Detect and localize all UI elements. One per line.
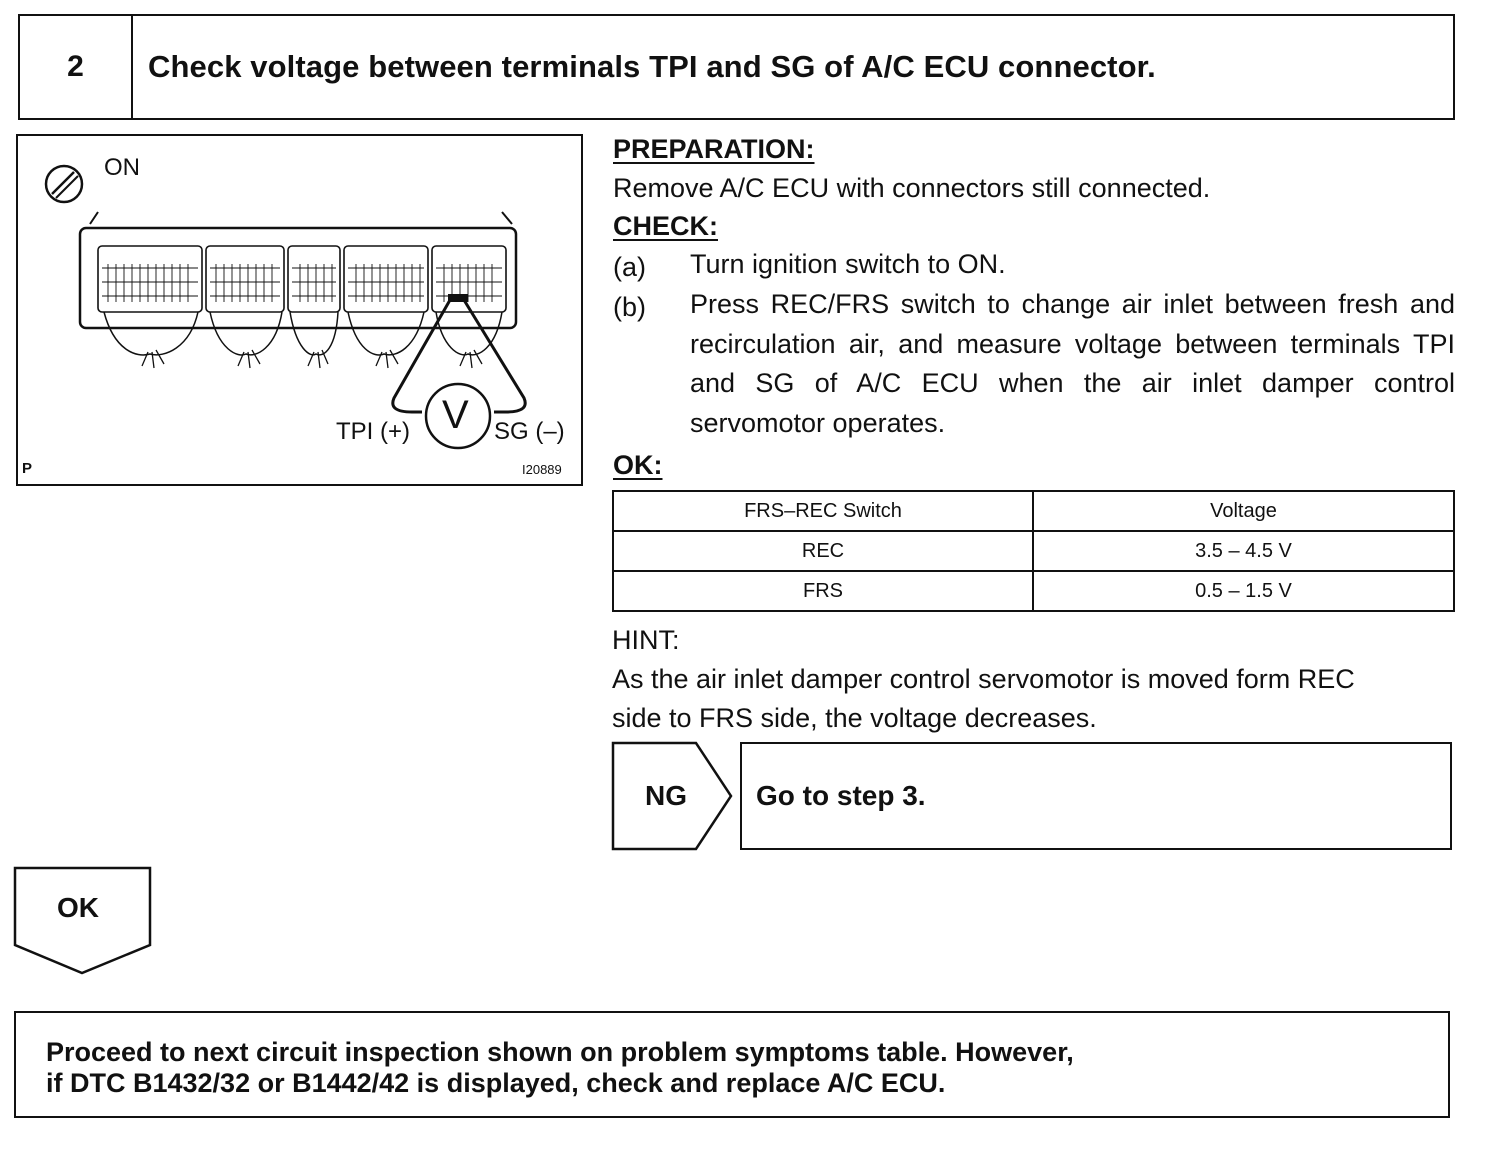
ng-tag: NG — [645, 780, 687, 811]
table-row — [613, 531, 1454, 571]
ok-heading: OK: — [613, 450, 663, 480]
figure-corner-code: P — [22, 460, 33, 477]
next-step-box — [14, 1011, 1450, 1118]
table-cell: FRS — [613, 571, 1033, 611]
next-step-line-1: Proceed to next circuit inspection shown on problem symptoms table. However, — [46, 1037, 1074, 1067]
table-cell: 3.5 – 4.5 V — [1033, 531, 1454, 571]
ng-action-text: Go to step 3. — [756, 780, 926, 811]
check-step-a-mark: (a) — [613, 252, 646, 282]
check-step-b-text: Press REC/FRS switch to change air inlet between fresh and recirculation air, and measure voltage between terminals TPI and SG of A/C ECU when the air inlet damper control servomotor operates. — [690, 289, 1455, 438]
table-cell: 0.5 – 1.5 V — [1033, 571, 1454, 611]
table-header-row — [613, 491, 1454, 531]
hint-label: HINT: — [612, 625, 680, 655]
hint-line-1: As the air inlet damper control servomotor is moved form REC — [612, 664, 1355, 694]
check-heading: CHECK: — [613, 211, 718, 241]
ng-action-box — [740, 742, 1452, 850]
table-header-cell: Voltage — [1033, 491, 1454, 531]
step-number: 2 — [20, 16, 133, 118]
table-header-cell: FRS–REC Switch — [613, 491, 1033, 531]
step-title: Check voltage between terminals TPI and SG of A/C ECU connector. — [148, 49, 1156, 84]
table-cell: REC — [613, 531, 1033, 571]
preparation-text: Remove A/C ECU with connectors still connected. — [613, 173, 1211, 203]
hint-line-2: side to FRS side, the voltage decreases. — [612, 703, 1097, 733]
figure-id: I20889 — [522, 462, 562, 477]
table-row — [613, 571, 1454, 611]
connector-figure — [16, 134, 583, 486]
ok-tag: OK — [57, 892, 99, 923]
ignition-switch-icon — [46, 166, 82, 202]
ignition-on-label: ON — [104, 154, 140, 181]
step-header — [18, 14, 1455, 120]
preparation-heading: PREPARATION: — [613, 134, 815, 164]
voltage-spec-table — [612, 490, 1455, 612]
voltmeter-symbol: V — [442, 393, 469, 437]
check-step-b-mark: (b) — [613, 292, 646, 322]
sg-terminal-label: SG (–) — [494, 418, 565, 445]
check-step-a-text: Turn ignition switch to ON. — [690, 249, 1006, 279]
next-step-line-2: if DTC B1432/32 or B1442/42 is displayed, check and replace A/C ECU. — [46, 1068, 946, 1098]
tpi-terminal-label: TPI (+) — [336, 418, 411, 445]
